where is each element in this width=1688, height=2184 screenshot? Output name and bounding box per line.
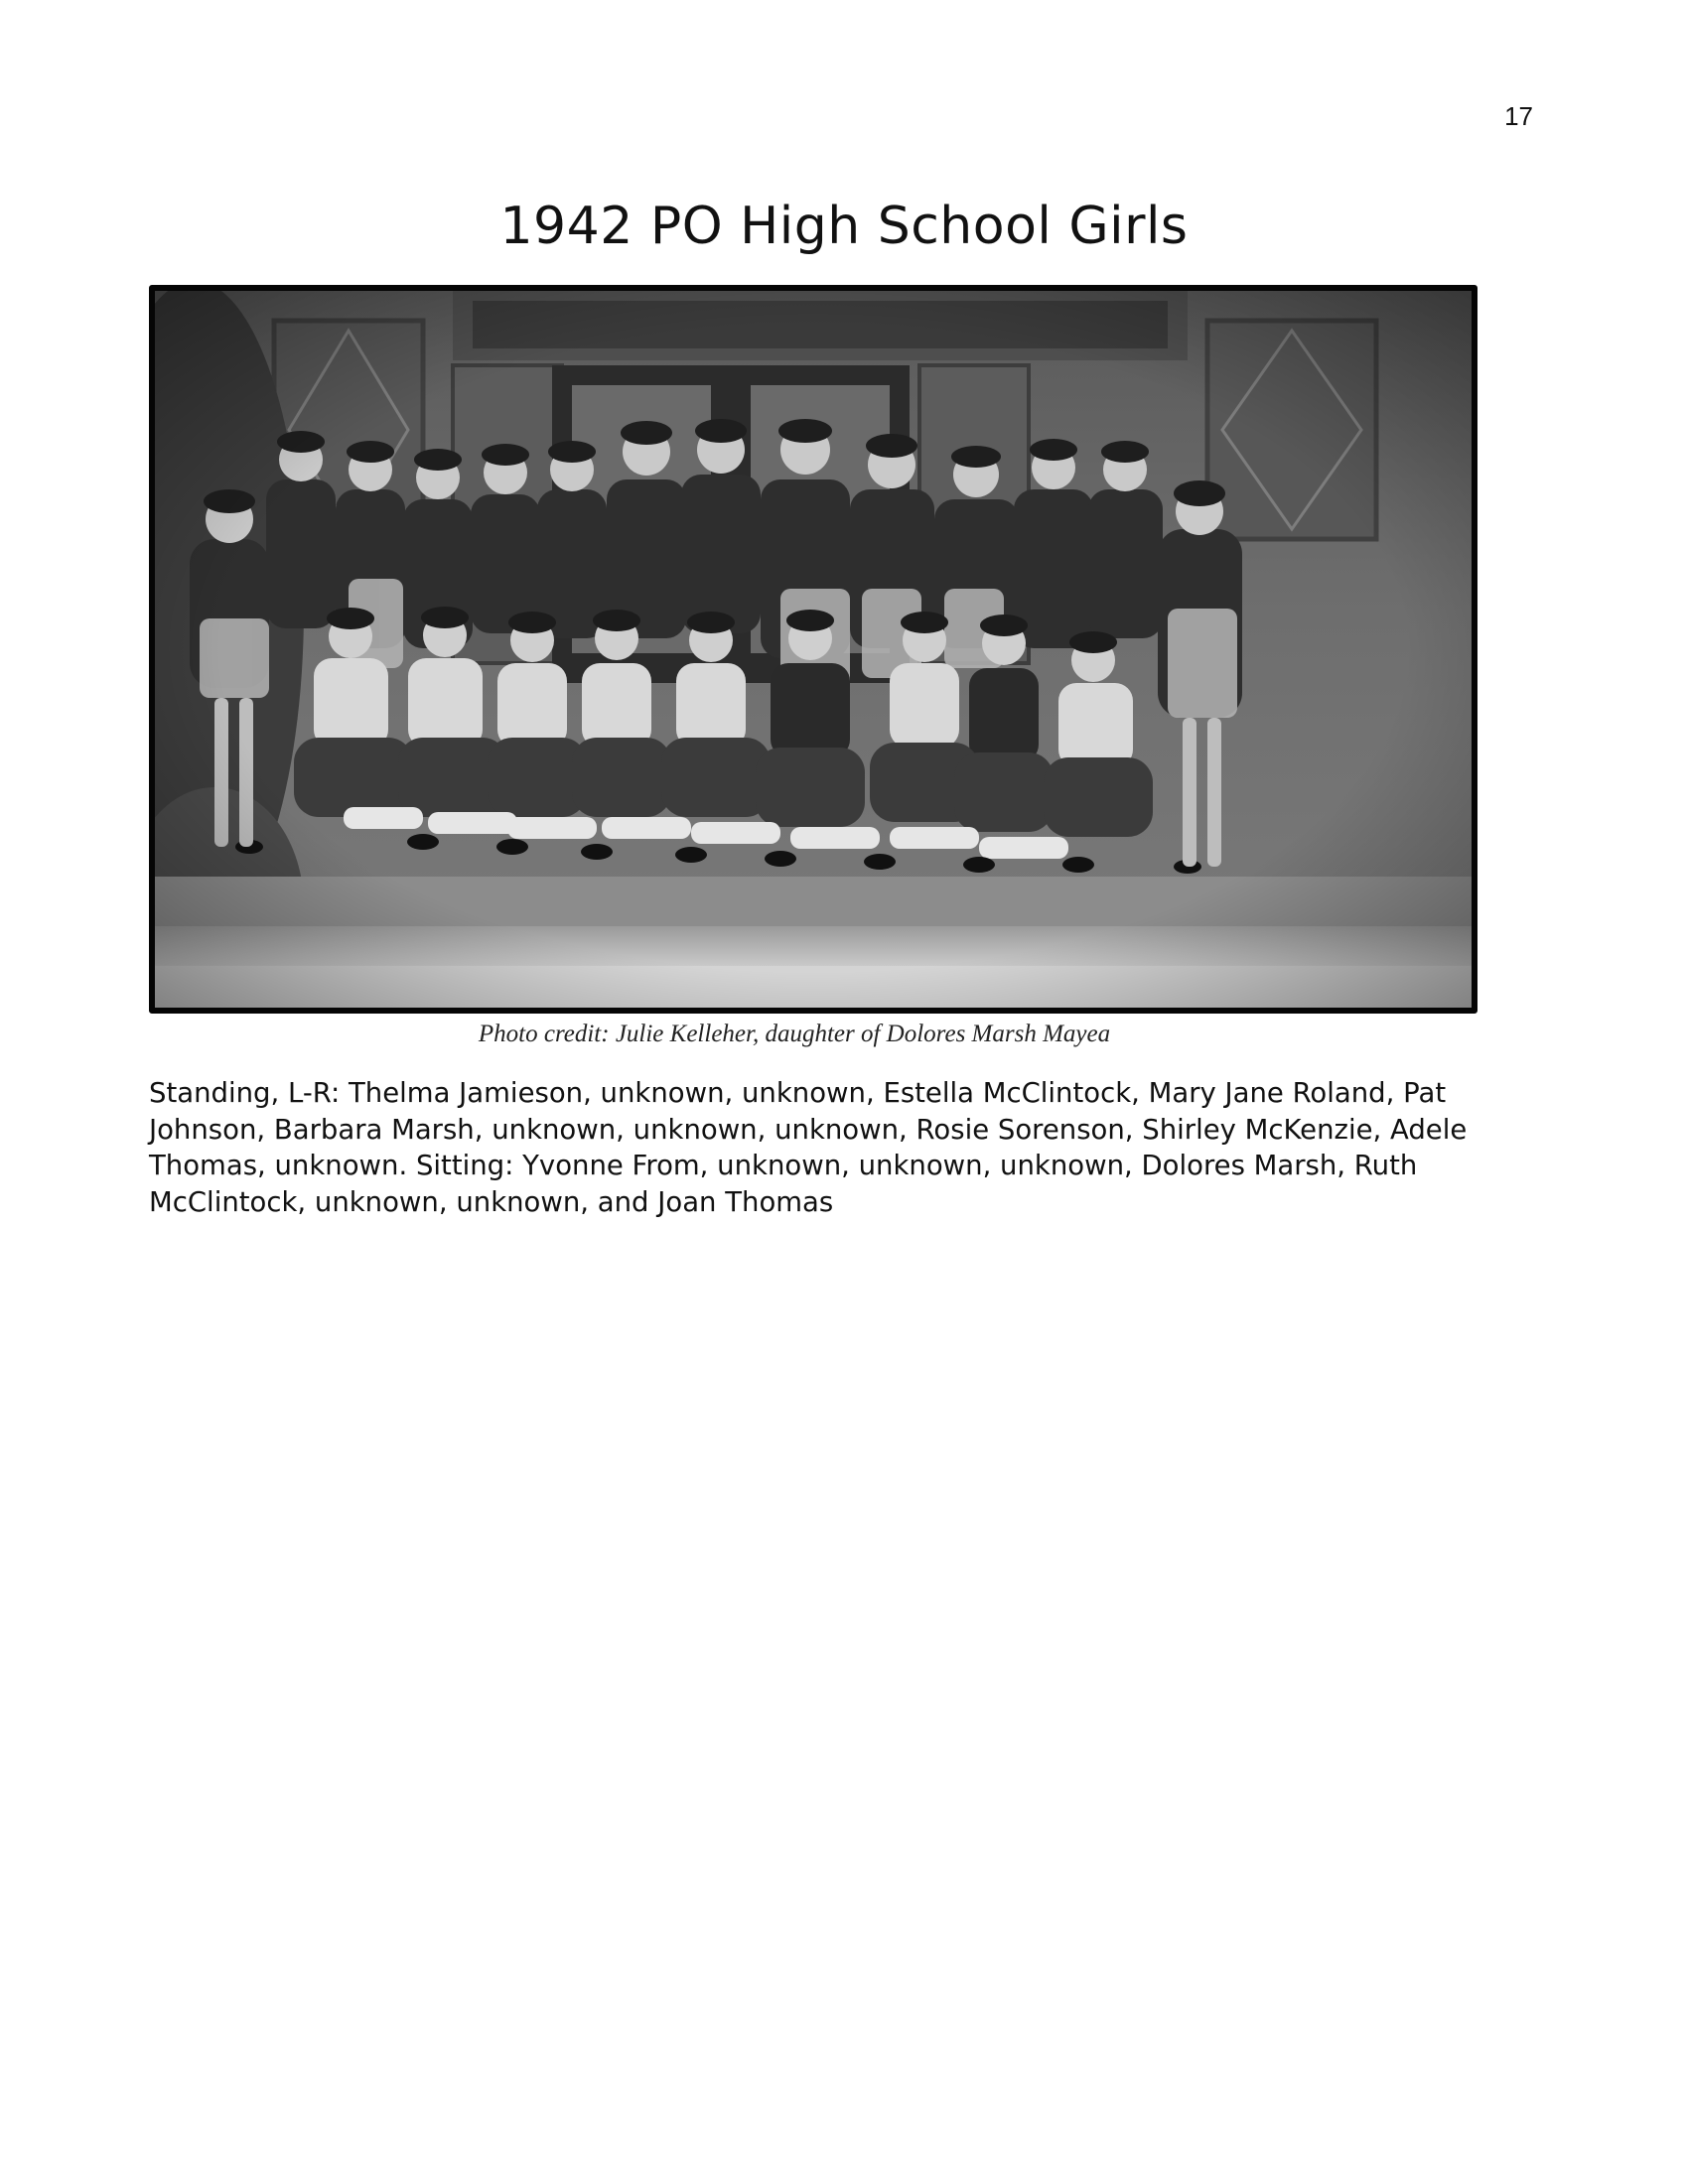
photo-caption	[149, 1075, 1499, 1220]
page-title: 1942 PO High School Girls	[499, 197, 1189, 256]
caption-line: McClintock, unknown, unknown, and Joan Thomas	[149, 1185, 834, 1218]
page-number: 17	[1504, 101, 1533, 131]
caption-line: Standing, L-R: Thelma Jamieson, unknown, unknown, Estella McClintock, Mary Jane Roland, Pat	[149, 1077, 1447, 1109]
caption-line: Thomas, unknown. Sitting: Yvonne From, unknown, unknown, unknown, Dolores Marsh, Ruth	[149, 1150, 1418, 1181]
group-photograph	[149, 285, 1477, 1014]
caption-line: Johnson, Barbara Marsh, unknown, unknown, unknown, Rosie Sorenson, Shirley McKenzie, Adele	[149, 1113, 1468, 1146]
photo-credit: Photo credit: Julie Kelleher, daughter of Dolores Marsh Mayea	[478, 1021, 1111, 1047]
